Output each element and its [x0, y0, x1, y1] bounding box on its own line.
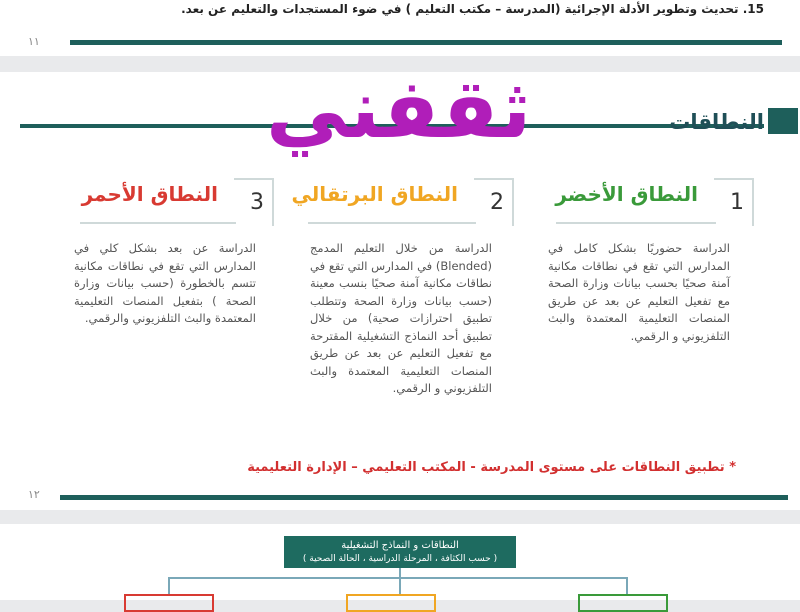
- zone-number: 3: [250, 190, 264, 215]
- zones-page: [0, 62, 800, 510]
- zone-name: النطاق البرتقالي: [291, 182, 458, 206]
- diagram-header: [284, 536, 516, 568]
- zone-number: 2: [490, 190, 504, 215]
- page-number: ١٢: [28, 488, 40, 501]
- zone-underline: [308, 222, 476, 224]
- zone-name: النطاق الأحمر: [81, 182, 218, 206]
- connector-line: [168, 577, 170, 594]
- page-divider: [60, 495, 788, 500]
- title-tab: [768, 108, 798, 134]
- section-title: النطاقات: [669, 110, 764, 134]
- zone-red-header: [78, 178, 274, 226]
- zone-number: 1: [730, 190, 744, 215]
- diagram-subtitle: ( حسب الكثافة ، المرحلة الدراسية ، الحالة الصحية ): [302, 554, 498, 564]
- diagram-title: النطاقات و النماذج التشغيلية: [341, 540, 459, 551]
- diagram-box-orange: [346, 594, 436, 612]
- connector-line: [399, 577, 401, 594]
- zone-red-description: الدراسة عن بعد بشكل كلي في المدارس التي تقع في نطاقات مكانية تتسم بالخطورة (حسب بيانات وزارة الصحة ) بتفعيل المنصات التعليمية المعتمدة والبث التلفزيوني والرقمي.: [74, 241, 256, 325]
- zone-underline: [556, 222, 716, 224]
- zone-orange-header: [291, 178, 514, 226]
- page-divider: [70, 40, 782, 45]
- zone-underline: [80, 222, 236, 224]
- zone-green-header: [548, 178, 754, 226]
- page-number: ١١: [28, 35, 40, 48]
- zone-green-description: الدراسة حضوريًا بشكل كامل في المدارس التي تقع في نطاقات مكانية آمنة صحيًا بحسب بيانات وزارة الصحة مع تفعيل التعليم عن بعد عن طريق المنصات التعليمية المعتمدة والبث التلفزيوني و الرقمي.: [548, 241, 730, 343]
- next-page: [0, 524, 800, 600]
- watermark-text: ثقفني: [266, 62, 532, 157]
- connector-line: [626, 577, 628, 594]
- zones-footnote: * تطبيق النطاقات على مستوى المدرسة - المكتب التعليمي – الإدارة التعليمية: [247, 460, 736, 475]
- zone-name: النطاق الأخضر: [555, 182, 698, 206]
- diagram-box-red: [124, 594, 214, 612]
- zone-orange-description: الدراسة من خلال التعليم المدمج (Blended) في المدارس التي تقع في نطاقات مكانية آمنة صحيًا بنسب معينة (حسب بيانات وزارة الصحة وتتطلب تطبيق احترازات صحية) من خلال تطبيق أحد النماذج التشغيلية المقترحة مع تفعيل التعليم عن بعد عن طريق المنصات التعليمية المعتمدة والبث التلفزيوني و الرقمي.: [310, 241, 492, 395]
- procedures-item-15: 15. تحديث وتطوير الأدلة الإجرائية (المدرسة – مكتب التعليم ) في ضوء المستجدات والتعليم عن بعد.: [181, 2, 764, 16]
- connector-line: [168, 577, 628, 579]
- diagram-box-green: [578, 594, 668, 612]
- previous-page: [0, 0, 800, 56]
